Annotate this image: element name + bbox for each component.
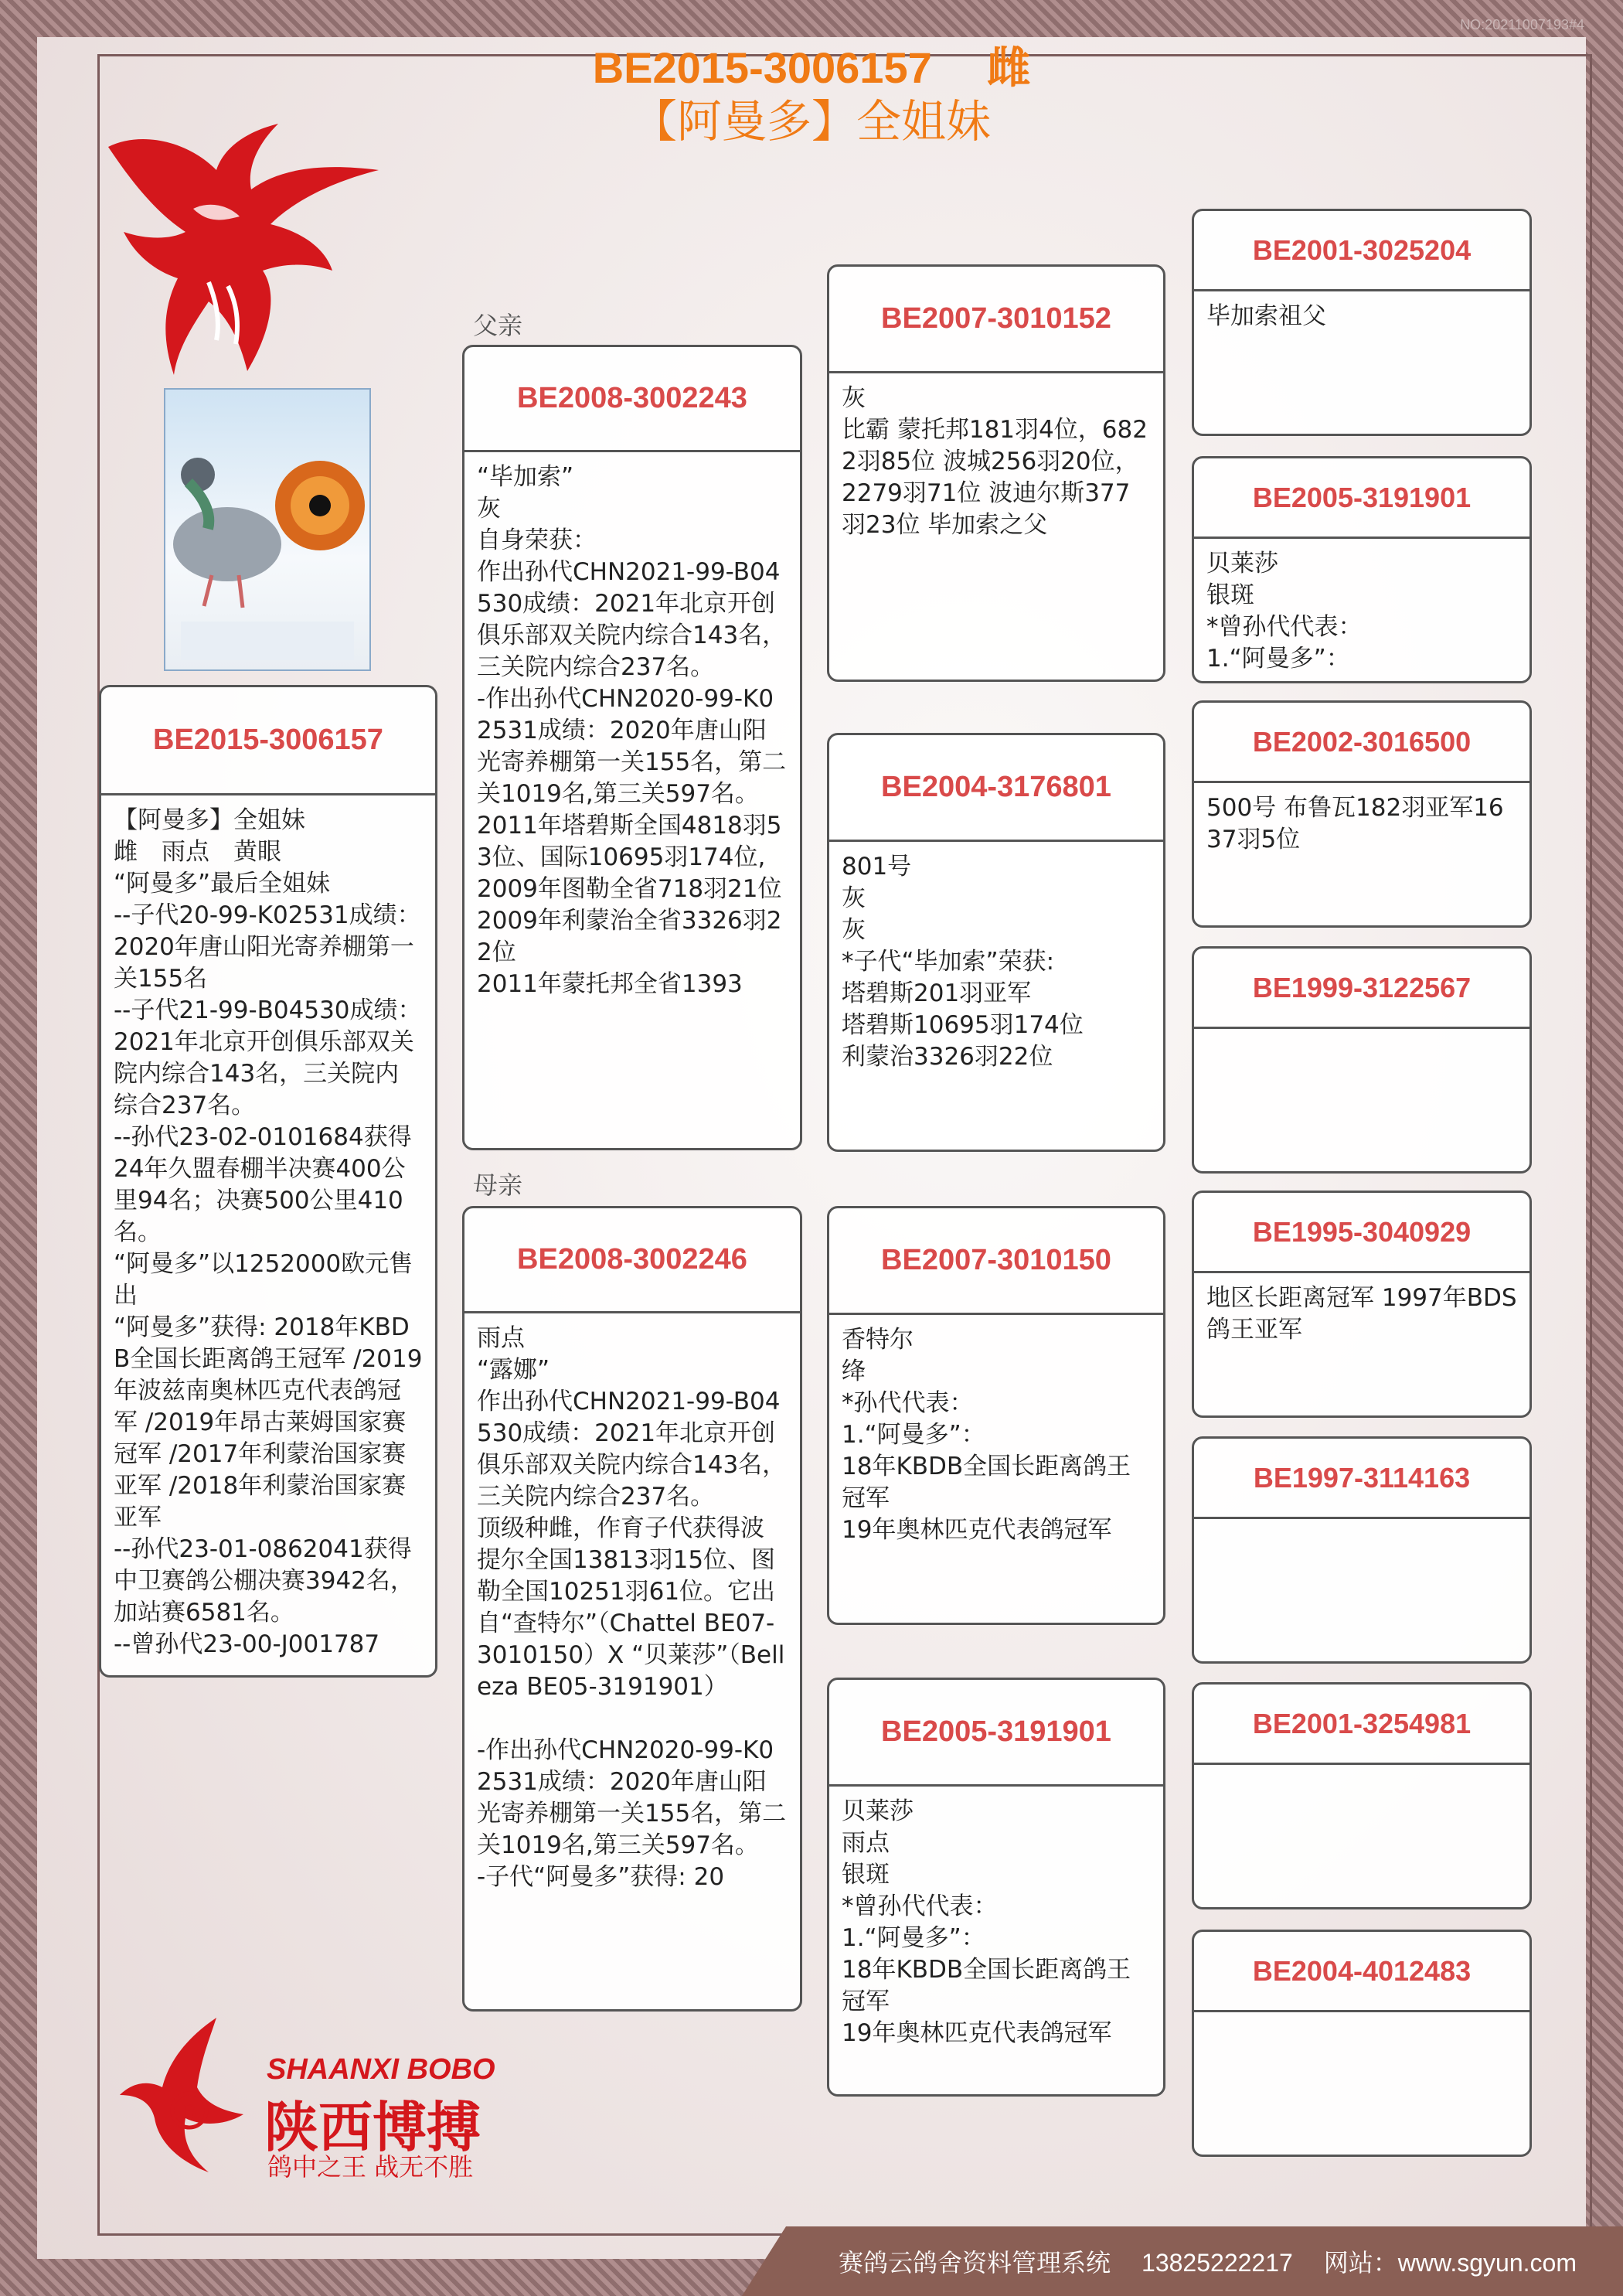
- great-grandparent-details: 贝莱莎 银斑 *曾孙代代表： 1.“阿曼多”：: [1206, 550, 1363, 673]
- grandparent-details: 贝莱莎 雨点 银斑 *曾孙代代表： 1.“阿曼多”： 18年KBDB全国长距离鸽王冠军 19年奥林匹克代表鸽冠军: [842, 1797, 1131, 2047]
- grandparent-card: [827, 1678, 1165, 2097]
- grandparent-details: 灰 比霸 蒙托邦181羽4位，6822羽85位 波城256羽20位，2279羽71位 波迪尔斯377羽23位 毕加索之父: [842, 384, 1148, 539]
- grandparent-ring: BE2007-3010152: [829, 267, 1163, 373]
- great-grandparent-details: 500号 布鲁瓦182羽亚军1637羽5位: [1206, 794, 1504, 853]
- great-grandparent-ring: BE2002-3016500: [1194, 703, 1529, 783]
- father-ring: BE2008-3002243: [464, 347, 800, 452]
- great-grandparent-ring: BE2001-3025204: [1194, 211, 1529, 291]
- brand-bird-icon: [116, 2010, 263, 2180]
- father-details: “毕加索” 灰 自身荣获： 作出孙代CHN2021-99-B04530成绩：2021年北京开创俱乐部双关院内综合143名，三关院内综合237名。 -作出孙代CHN2020-99-K02531成绩：2020年唐山阳光寄养棚第一关155名，第二关1019名,第三关597名。 2011年塔碧斯全国4818羽53位、国际10695羽174位, 2009年图勒全省718羽21位 2009年利蒙治全省3326羽22位 2011年蒙托邦全省1393: [477, 463, 787, 998]
- great-grandparent-details: 地区长距离冠军 1997年BDS鸽王亚军: [1206, 1284, 1517, 1344]
- brand-logo: [116, 2010, 495, 2183]
- mother-ring: BE2008-3002246: [464, 1208, 800, 1313]
- grandparent-card: [827, 1206, 1165, 1625]
- great-grandparent-card: [1192, 1930, 1532, 2157]
- grandparent-ring: BE2004-3176801: [829, 735, 1163, 842]
- father-card: [462, 345, 802, 1150]
- great-grandparent-ring: BE1997-3114163: [1194, 1439, 1529, 1519]
- mother-label: 母亲: [473, 1170, 523, 1200]
- footer-website-link[interactable]: 网站：www.sgyun.com: [1323, 2249, 1577, 2277]
- brand-english-name: SHAANXI BOBO: [267, 2053, 495, 2086]
- great-grandparent-details: 毕加索祖父: [1206, 302, 1326, 330]
- brand-chinese-name: 陕西博搏: [264, 2096, 481, 2159]
- mother-card: [462, 1206, 802, 2012]
- great-grandparent-ring: BE2005-3191901: [1194, 458, 1529, 539]
- document-number: NO:20211007193#4: [1460, 17, 1584, 32]
- great-grandparent-details: [1194, 1765, 1529, 1783]
- footer-phone: 13825222217: [1142, 2249, 1293, 2277]
- phoenix-logo: [93, 116, 386, 379]
- brand-slogan: 鸽中之王 战无不胜: [267, 2152, 474, 2182]
- great-grandparent-details: [1194, 1519, 1529, 1538]
- grandparent-card: [827, 733, 1165, 1152]
- great-grandparent-ring: BE1999-3122567: [1194, 949, 1529, 1029]
- mother-details: 雨点 “露娜” 作出孙代CHN2021-99-B04530成绩：2021年北京开创俱乐部双关院内综合143名，三关院内综合237名。 顶级种雌，作育子代获得波提尔全国13813羽15位、图勒全国10251羽61位。它出自“查特尔”（Chattel BE07-3010150）X “贝莱莎”（Belleza BE05-3191901） -作出孙代CHN2020-99-K02531成绩：2020年唐山阳光寄养棚第一关155名，第二关1019名,第三关597名。 -子代“阿曼多”获得: 20: [477, 1324, 787, 1891]
- grandparent-ring: BE2007-3010150: [829, 1208, 1163, 1315]
- great-grandparent-details: [1194, 1029, 1529, 1048]
- great-grandparent-card: [1192, 1436, 1532, 1664]
- footer-system-name: 赛鸽云鸽舍资料管理系统: [839, 2249, 1111, 2277]
- great-grandparent-card: [1192, 1682, 1532, 1909]
- great-grandparent-card: [1192, 946, 1532, 1174]
- great-grandparent-details: [1194, 2012, 1529, 2031]
- great-grandparent-ring: BE1995-3040929: [1194, 1193, 1529, 1273]
- subject-card: [99, 685, 437, 1678]
- grandparent-card: [827, 264, 1165, 682]
- footer-text: [839, 2243, 1577, 2279]
- page-subtitle: 【阿曼多】全姐妹: [631, 95, 991, 148]
- father-label: 父亲: [473, 311, 523, 340]
- great-grandparent-ring: BE2004-4012483: [1194, 1932, 1529, 2012]
- grandparent-details: 香特尔 绛 *孙代代表： 1.“阿曼多”： 18年KBDB全国长距离鸽王冠军 19年奥林匹克代表鸽冠军: [842, 1326, 1131, 1544]
- grandparent-details: 801号 灰 灰 *子代“毕加索”荣获: 塔碧斯201羽亚军 塔碧斯10695羽174位 利蒙治3326羽22位: [842, 853, 1084, 1071]
- subject-ring: BE2015-3006157: [101, 687, 435, 795]
- svg-text:B: B: [182, 2100, 196, 2123]
- great-grandparent-card: [1192, 700, 1532, 928]
- great-grandparent-card: [1192, 209, 1532, 436]
- pigeon-photo: [164, 388, 371, 671]
- great-grandparent-card: [1192, 1191, 1532, 1418]
- page-title: BE2015-3006157 雌: [592, 43, 1031, 92]
- subject-details: 【阿曼多】全姐妹 雌 雨点 黄眼 “阿曼多”最后全姐妹 --子代20-99-K02531成绩：2020年唐山阳光寄养棚第一关155名 --子代21-99-B04530成绩：2021年北京开创俱乐部双关院内综合143名，三关院内综合237名。 --孙代23-02-0101684获得24年久盟春棚半决赛400公里94名；决赛500公里410名。 “阿曼多”以1252000欧元售出 “阿曼多”获得: 2018年KBDB全国长距离鸽王冠军 /2019年波兹南奥林匹克代表鸽冠军 /2019年昂古莱姆国家赛冠军 /2017年利蒙治国家赛亚军 /2018年利蒙治国家赛亚军 --孙代23-01-0862041获得中卫赛鸽公棚决赛3942名，加站赛6581名。 --曾孙代23-00-J001787: [114, 806, 423, 1658]
- grandparent-ring: BE2005-3191901: [829, 1680, 1163, 1787]
- great-grandparent-ring: BE2001-3254981: [1194, 1685, 1529, 1765]
- great-grandparent-card: [1192, 456, 1532, 683]
